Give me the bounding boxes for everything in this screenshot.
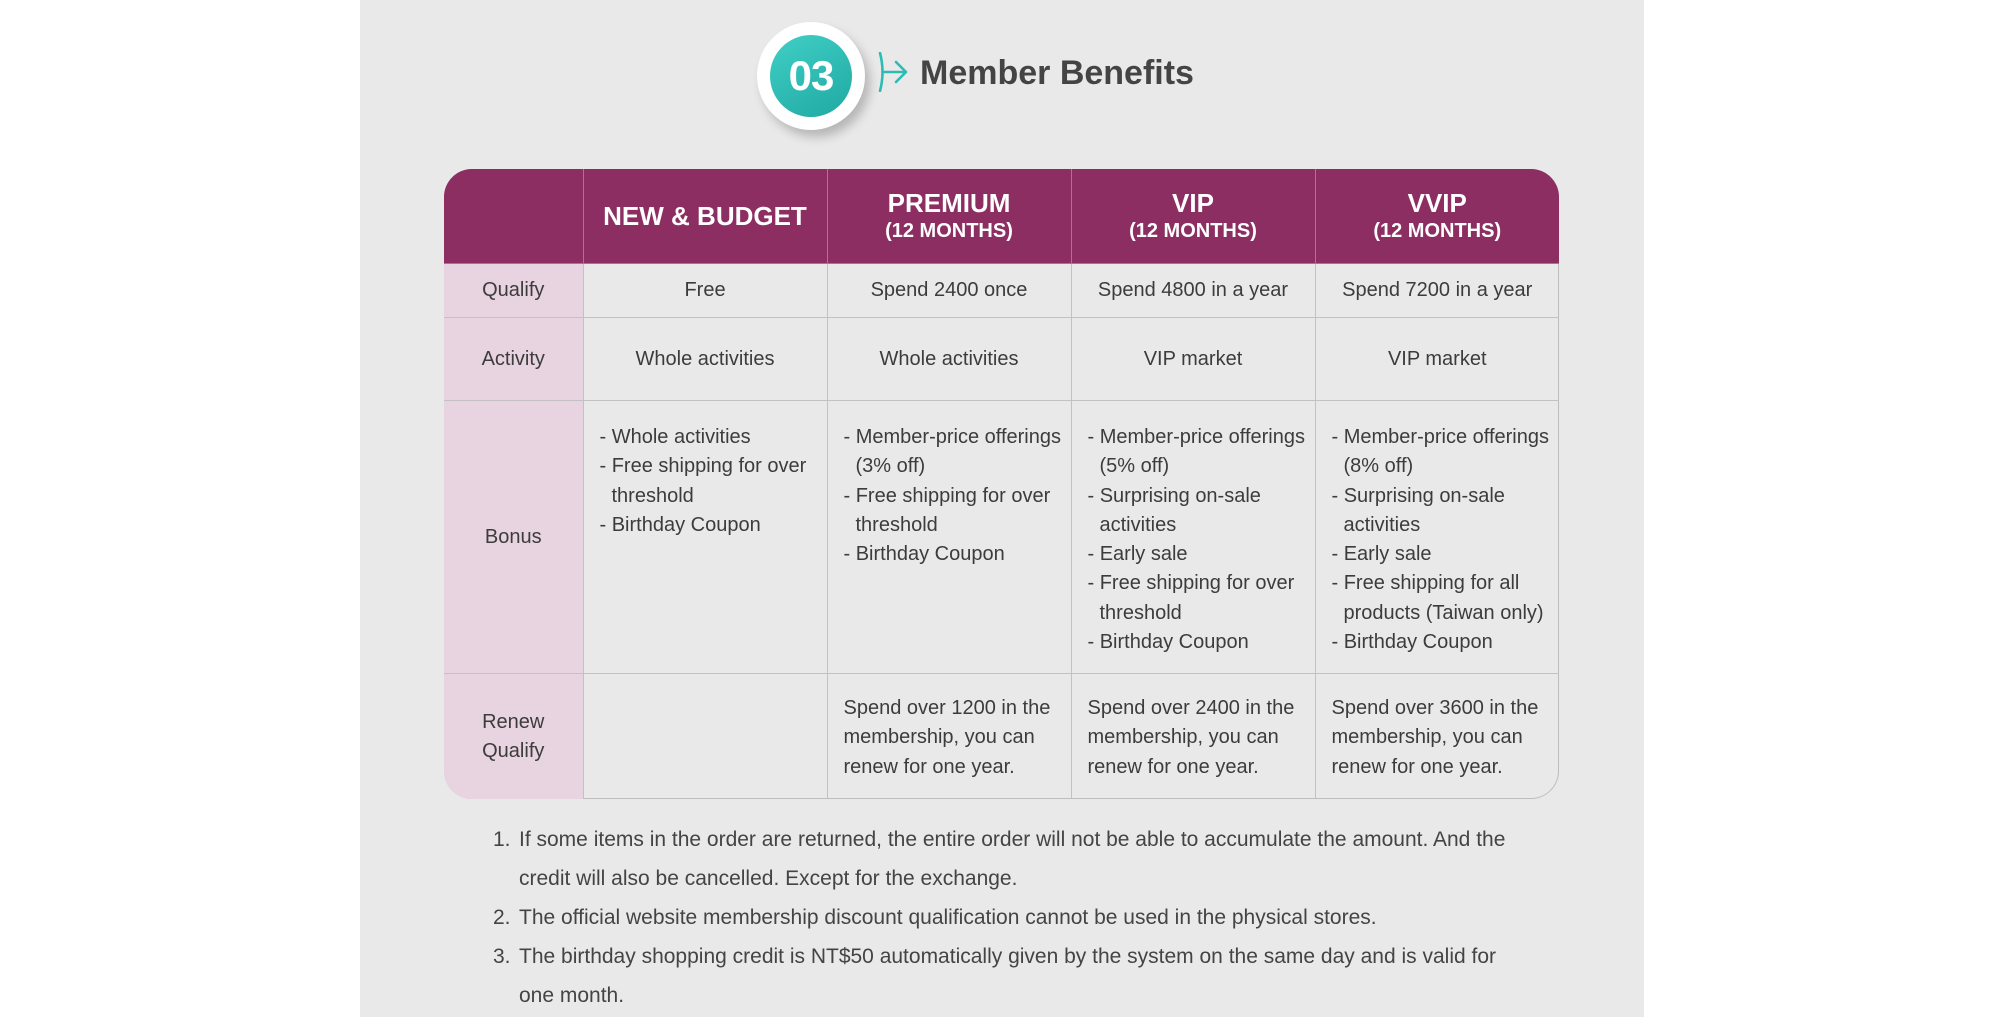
row-label-activity: Activity bbox=[444, 318, 583, 401]
header-vip bbox=[1071, 169, 1315, 264]
bonus-vip bbox=[1071, 401, 1315, 674]
notes-list bbox=[493, 820, 1533, 1015]
qualify-new-budget: Free bbox=[583, 264, 827, 318]
qualify-vvip: Spend 7200 in a year bbox=[1315, 264, 1559, 318]
list-item: - Surprising on-sale activities bbox=[1331, 484, 1505, 536]
list-item: - Birthday Coupon bbox=[1331, 631, 1493, 654]
tier-period: (12 MONTHS) bbox=[1373, 220, 1502, 242]
table-header-row bbox=[444, 169, 1559, 264]
activity-vip: VIP market bbox=[1071, 318, 1315, 401]
note-item bbox=[493, 820, 1533, 898]
list-item: - Birthday Coupon bbox=[843, 543, 1005, 566]
qualify-premium: Spend 2400 once bbox=[827, 264, 1071, 318]
note-text: If some items in the order are returned, the entire order will not be able to accumulate the amount. And the credit will also be cancelled. Except for the exchange. bbox=[519, 828, 1506, 890]
list-item: - Early sale bbox=[1087, 543, 1188, 566]
note-text: The official website membership discount qualification cannot be used in the physical stores. bbox=[519, 906, 1377, 929]
list-item: - Free shipping for over threshold bbox=[1087, 572, 1295, 624]
qualify-vip: Spend 4800 in a year bbox=[1071, 264, 1315, 318]
row-label-renew bbox=[444, 674, 583, 800]
tier-period: (12 MONTHS) bbox=[1129, 220, 1257, 242]
row-label-qualify: Qualify bbox=[444, 264, 583, 318]
list-item: - Whole activities bbox=[599, 426, 751, 448]
header-corner bbox=[444, 169, 583, 264]
content-panel bbox=[360, 0, 1644, 1017]
header-new-budget bbox=[583, 169, 827, 264]
list-item: - Member-price offerings (8% off) bbox=[1331, 426, 1549, 478]
activity-new-budget: Whole activities bbox=[583, 318, 827, 401]
section-number: 03 bbox=[770, 35, 852, 117]
table-row-activity bbox=[444, 318, 1559, 401]
activity-premium: Whole activities bbox=[827, 318, 1071, 401]
list-item: - Early sale bbox=[1331, 543, 1432, 566]
list-item: - Birthday Coupon bbox=[1087, 631, 1249, 654]
bonus-vvip bbox=[1315, 401, 1559, 674]
tier-name: VVIP bbox=[1407, 188, 1467, 218]
list-item: - Free shipping for over threshold bbox=[843, 484, 1051, 536]
tier-period: (12 MONTHS) bbox=[885, 220, 1013, 242]
row-label-renew-line1: Renew bbox=[482, 710, 545, 733]
section-header bbox=[360, 0, 1644, 150]
renew-new-budget bbox=[583, 674, 827, 800]
bonus-premium bbox=[827, 401, 1071, 674]
section-number-badge bbox=[757, 22, 865, 130]
list-item: - Member-price offerings (3% off) bbox=[843, 426, 1061, 478]
bonus-new-budget bbox=[583, 401, 827, 674]
list-item: - Free shipping for over threshold bbox=[599, 455, 807, 507]
list-item: - Free shipping for all products (Taiwan only) bbox=[1331, 572, 1544, 624]
renew-premium: Spend over 1200 in the membership, you can renew for one year. bbox=[827, 674, 1071, 800]
table-row-qualify bbox=[444, 264, 1559, 318]
note-number: 2. bbox=[493, 906, 511, 929]
tier-name: VIP bbox=[1172, 188, 1214, 218]
note-number: 3. bbox=[493, 945, 511, 968]
table-row-renew bbox=[444, 674, 1559, 800]
list-item: - Surprising on-sale activities bbox=[1087, 484, 1261, 536]
tier-name: PREMIUM bbox=[887, 188, 1011, 218]
renew-vvip: Spend over 3600 in the membership, you can renew for one year. bbox=[1315, 674, 1559, 800]
note-number: 1. bbox=[493, 828, 511, 851]
arrow-right-icon bbox=[877, 52, 909, 92]
tier-name: NEW & BUDGET bbox=[603, 201, 807, 231]
header-vvip bbox=[1315, 169, 1559, 264]
renew-vip: Spend over 2400 in the membership, you can renew for one year. bbox=[1071, 674, 1315, 800]
activity-vvip: VIP market bbox=[1315, 318, 1559, 401]
note-item bbox=[493, 937, 1533, 1015]
section-title: Member Benefits bbox=[920, 54, 1194, 92]
note-item bbox=[493, 898, 1533, 937]
benefits-table bbox=[444, 169, 1559, 799]
list-item: - Birthday Coupon bbox=[599, 513, 761, 536]
row-label-renew-line2: Qualify bbox=[482, 739, 545, 762]
row-label-bonus: Bonus bbox=[444, 401, 583, 674]
table-row-bonus bbox=[444, 401, 1559, 674]
list-item: - Member-price offerings (5% off) bbox=[1087, 426, 1305, 478]
note-text: The birthday shopping credit is NT$50 automatically given by the system on the same day and is valid for one month. bbox=[519, 945, 1497, 1007]
header-premium bbox=[827, 169, 1071, 264]
